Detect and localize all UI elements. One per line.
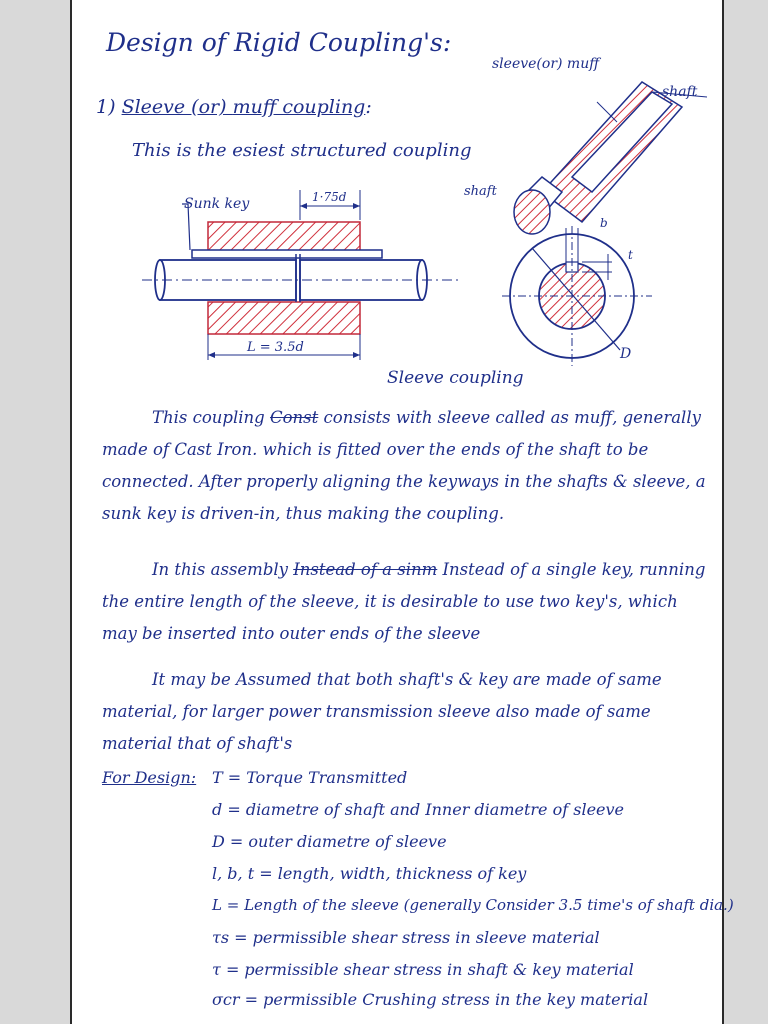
- paragraph-1: [102, 402, 712, 530]
- cross-section-diagram: [502, 218, 712, 368]
- key-width-b-label: b: [600, 216, 608, 230]
- notation-outer-diameter: D = outer diametre of sleeve: [212, 832, 447, 851]
- notation-sleeve-shear-stress: τs = permissible shear stress in sleeve material: [212, 928, 600, 947]
- notation-torque: T = Torque Transmitted: [212, 768, 408, 787]
- section-heading-post: :: [365, 96, 372, 118]
- coupling-perspective-diagram: [502, 52, 712, 242]
- p2-text-a: In this assembly: [152, 560, 294, 579]
- notation-sleeve-length: L = Length of the sleeve (generally Consider 3.5 time's of shaft dia.): [212, 896, 734, 914]
- outer-diameter-D-label: D: [620, 346, 632, 362]
- sleeve-or-muff-label: sleeve(or) muff: [492, 56, 600, 72]
- section-heading: [96, 96, 372, 118]
- design-heading: For Design:: [102, 768, 197, 787]
- notation-crushing-stress: σcr = permissible Crushing stress in the key material: [212, 990, 649, 1009]
- notebook-page: [70, 0, 734, 1024]
- dim-L-label: L = 3.5d: [247, 340, 304, 355]
- section-heading-underlined: muff coupling: [232, 96, 366, 118]
- p1-text-b: consists with sleeve called as muff, generally made of Cast Iron. which is fitted over the ends of the shaft to be connected. After properly aligning the keyways in the shafts & sleeve, a sunk key is driven-in, thus making the coupling.: [102, 408, 706, 523]
- section-heading-pre: Sleeve (or): [121, 96, 233, 118]
- section-number: 1): [96, 96, 116, 118]
- p2-struck-text: Instead of a sinm: [293, 560, 438, 579]
- notation-key-dimensions: l, b, t = length, width, thickness of key: [212, 864, 527, 883]
- shaft-right-label: shaft: [662, 84, 698, 100]
- p1-struck-word: Const: [269, 408, 319, 427]
- p2-text-b: Instead of a single key, running the entire length of the sleeve, it is desirable to use two key's, which may be inserted into outer ends of the sleeve: [102, 560, 706, 643]
- shaft-left-label: shaft: [464, 184, 497, 199]
- paragraph-2: [102, 554, 712, 650]
- notation-shaft-diameter: d = diametre of shaft and Inner diametre of sleeve: [212, 800, 625, 819]
- diagram-caption: Sleeve coupling: [387, 368, 524, 388]
- dim-1-75d-label: 1·75d: [312, 190, 347, 204]
- notation-shaft-shear-stress: τ = permissible shear stress in shaft & key material: [212, 960, 634, 979]
- key-thickness-t-label: t: [628, 248, 633, 262]
- p1-text-a: This coupling: [152, 408, 270, 427]
- page-title: Design of Rigid Coupling's:: [106, 28, 452, 57]
- p3-text: It may be Assumed that both shaft's & key are made of same material, for larger power transmission sleeve also made of same material that of shaft's: [102, 670, 662, 753]
- intro-line: This is the esiest structured coupling: [132, 140, 472, 161]
- sunk-key-label: Sunk key: [184, 196, 250, 212]
- paragraph-3: [102, 664, 712, 760]
